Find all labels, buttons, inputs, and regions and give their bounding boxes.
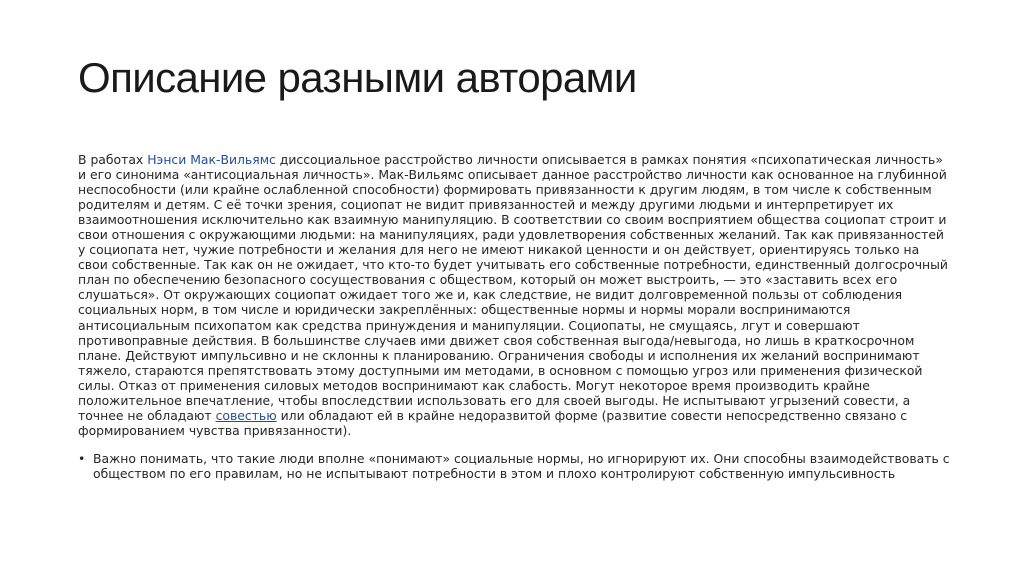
bullet-marker: • bbox=[78, 450, 86, 466]
bullet-text: Важно понимать, что такие люди вполне «понимают» социальные нормы, но игнорируют их. Они способны взаимодействовать с обществом по его правилам, но не испытывают потребности в этом и плохо контролируют собственную импульсивность bbox=[93, 450, 950, 481]
slide-title: Описание разными авторами bbox=[78, 54, 637, 101]
paragraph-suffix: или обладают ей в крайне недоразвитой форме (развитие совести непосредственно связано с формированием чувства привязанности). bbox=[78, 407, 908, 438]
author-link[interactable]: Нэнси Мак-Вильямс bbox=[147, 152, 276, 167]
conscience-link[interactable]: совестью bbox=[215, 407, 277, 423]
bullet-item bbox=[78, 451, 950, 481]
paragraph-prefix: В работах bbox=[78, 152, 148, 167]
paragraph-middle: диссоциальное расстройство личности описывается в рамках понятия «психопатическая личность» и его синонима «антисоциальная личность». Мак-Вильямс описывает данное расстройство личности как основанное на глубинной неспособности (или крайне ослабленной способности) формировать привязанности к другим людям, в том числе к собственным родителям и детям. С её точки зрения, социопат не видит привязанностей и между другими людьми и интерпретирует их взаимоотношения исключительно как взаимную манипуляцию. В соответствии со своим восприятием общества социопат строит и свои отношения с окружающими людьми: на манипуляциях, ради удовлетворения собственных желаний. Так как привязанностей у социопата нет, чужие потребности и желания для него не имеют никакой ценности и он действует, ориентируясь только на свои собственные. Так как он не ожидает, что кто-то будет учитывать его собственные потребности, единственный долгосрочный план по обеспечению безопасного сосуществования с обществом, который он может выстроить, — это «заставить всех его слушаться». От окружающих социопат ожидает того же и, как следствие, не видит долговременной пользы от соблюдения социальных норм, в том числе и юридически закреплённых: общественные нормы и нормы морали воспринимаются антисоциальным психопатом как средства принуждения и манипуляции. Социопаты, не смущаясь, лгут и совершают противоправные действия. В большинстве случаев ими движет своя собственная выгода/невыгода, но лишь в краткосрочном плане. Действуют импульсивно и не склонны к планированию. Ограничения свободы и исполнения их желаний воспринимают тяжело, стараются препятствовать этому доступными им методами, в основном с помощью угроз или применения физической силы. Отказ от применения силовых методов воспринимают как слабость. Могут некоторое время производить крайне положительное впечатление, чтобы впоследствии использовать его для своей выгоды. Не испытывают угрызений совести, а точнее не обладают bbox=[78, 152, 948, 423]
slide-body bbox=[78, 152, 950, 481]
main-paragraph bbox=[78, 152, 950, 438]
